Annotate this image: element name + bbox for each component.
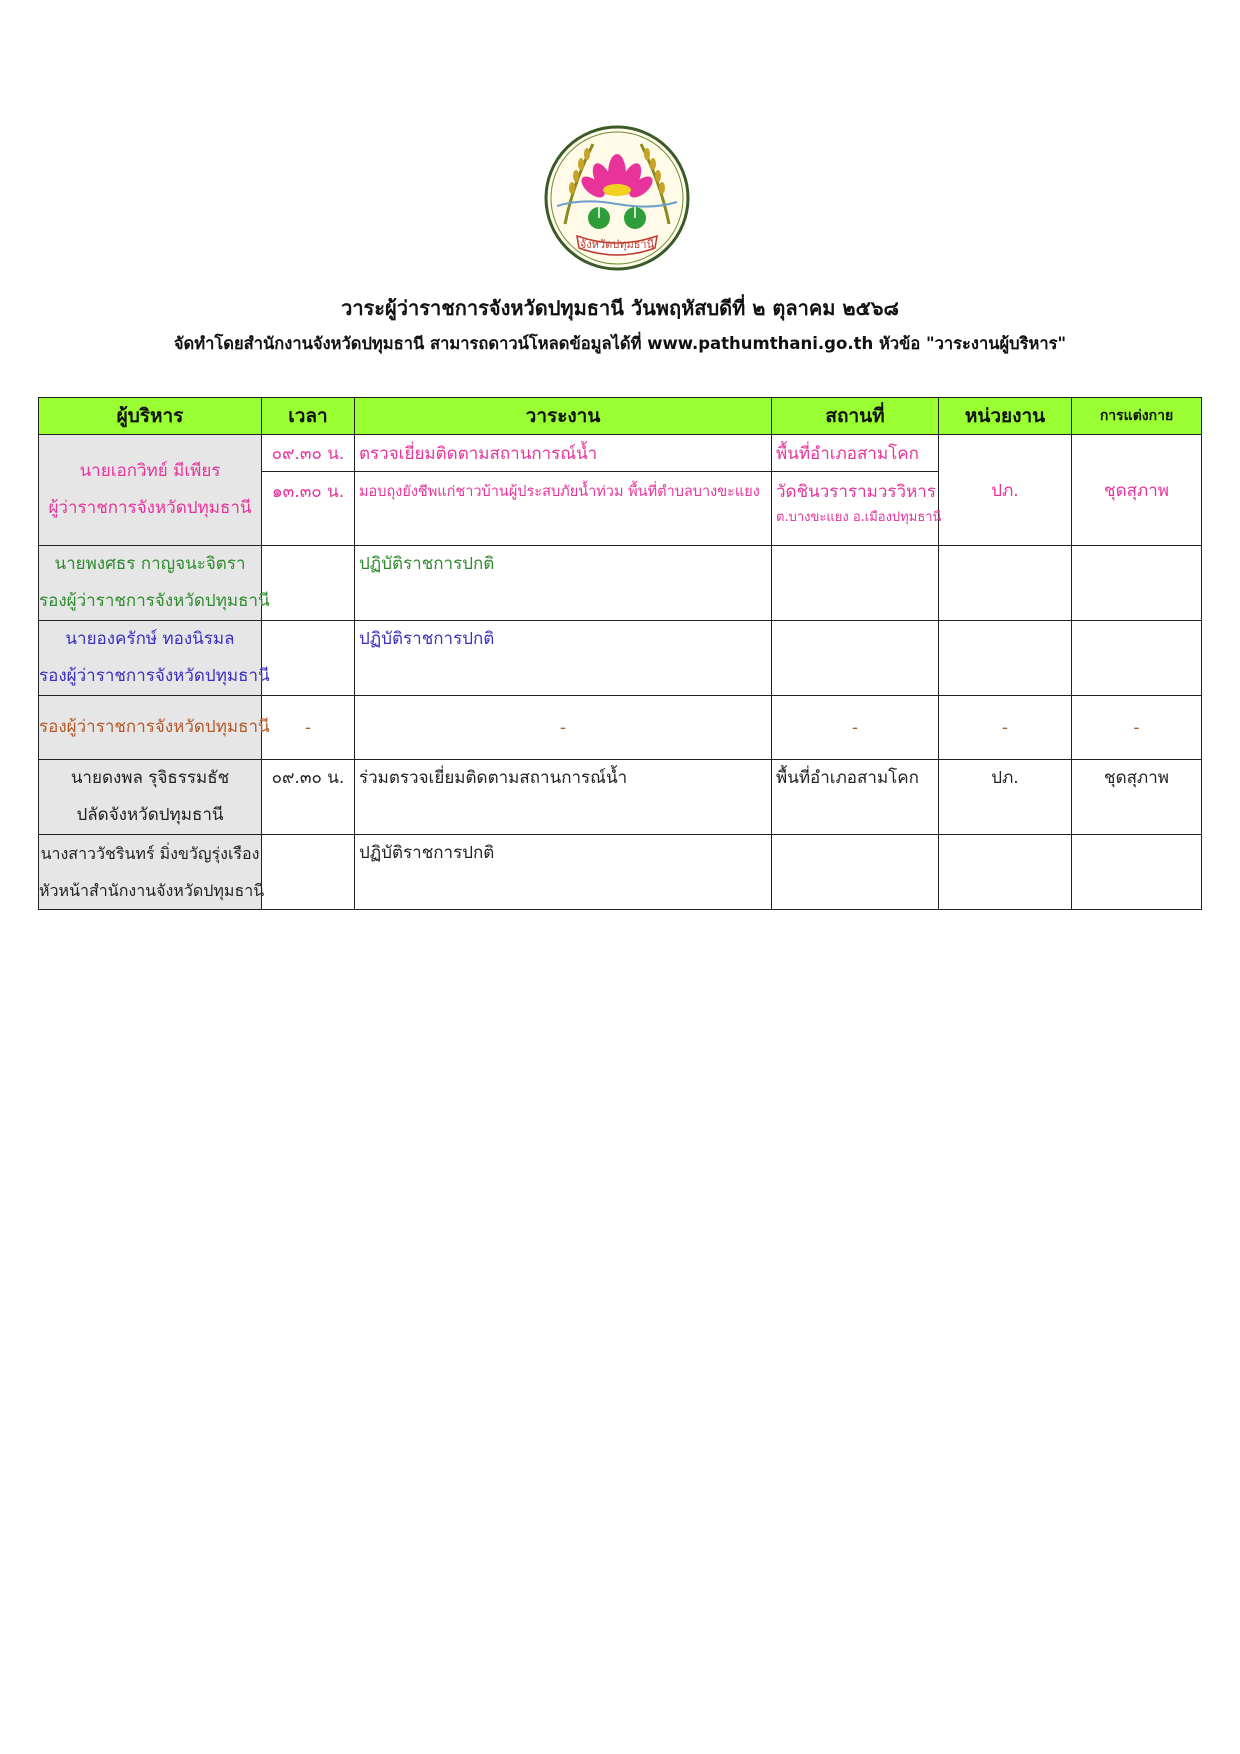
place-cell: พื้นที่อำเภอสามโคก — [772, 435, 939, 472]
executive-cell — [39, 435, 262, 546]
unit-cell — [939, 546, 1072, 621]
agenda-cell: ปฏิบัติราชการปกติ — [355, 835, 772, 910]
place-cell — [772, 546, 939, 621]
dress-cell — [1072, 546, 1202, 621]
table-header-row — [39, 398, 1202, 435]
agenda-cell: - — [355, 696, 772, 760]
executive-position: ปลัดจังหวัดปทุมธานี — [76, 805, 224, 825]
agenda-cell: มอบถุงยังชีพแก่ชาวบ้านผู้ประสบภัยน้ำท่วม พื้นที่ตำบลบางขะแยง — [355, 472, 772, 546]
executive-cell — [39, 760, 262, 835]
col-header-time: เวลา — [262, 398, 355, 435]
dress-cell: ชุดสุภาพ — [1072, 760, 1202, 835]
place-detail: ต.บางขะแยง อ.เมืองปทุมธานี — [776, 510, 942, 525]
seal-text: จังหวัดปทุมธานี — [579, 238, 655, 251]
table-row — [39, 696, 1202, 760]
unit-cell: - — [939, 696, 1072, 760]
agenda-cell: ตรวจเยี่ยมติดตามสถานการณ์น้ำ — [355, 435, 772, 472]
place-cell — [772, 472, 942, 546]
provincial-seal — [543, 124, 691, 272]
place-cell: - — [772, 696, 939, 760]
executive-cell — [39, 835, 265, 910]
col-header-dress: การแต่งกาย — [1072, 398, 1202, 435]
executive-cell — [39, 621, 270, 696]
executive-position: รองผู้ว่าราชการจังหวัดปทุมธานี — [39, 591, 270, 611]
schedule-table — [38, 397, 1202, 910]
col-header-agenda: วาระงาน — [355, 398, 772, 435]
unit-cell — [939, 835, 1072, 910]
executive-position: รองผู้ว่าราชการจังหวัดปทุมธานี — [39, 666, 270, 686]
executive-name: นายเอกวิทย์ มีเพียร — [79, 461, 221, 481]
time-cell: ๑๓.๓๐ น. — [262, 472, 355, 546]
executive-name: นายพงศธร กาญจนะจิตรา — [54, 554, 246, 574]
executive-position: ผู้ว่าราชการจังหวัดปทุมธานี — [48, 498, 252, 518]
time-cell — [262, 835, 355, 910]
place-cell: พื้นที่อำเภอสามโคก — [772, 760, 939, 835]
time-cell: - — [262, 696, 355, 760]
place-cell — [772, 621, 939, 696]
page-title: วาระผู้ว่าราชการจังหวัดปทุมธานี วันพฤหัสบดีที่ ๒ ตุลาคม ๒๕๖๘ — [341, 296, 899, 320]
table-row — [39, 760, 1202, 835]
table-row — [39, 835, 1202, 910]
unit-cell: ปภ. — [939, 435, 1072, 546]
executive-name: นายดงพล รุจิธรรมธัช — [70, 768, 230, 788]
dress-cell: ชุดสุภาพ — [1072, 435, 1202, 546]
place-cell — [772, 835, 939, 910]
time-cell — [262, 621, 355, 696]
agenda-cell: ปฏิบัติราชการปกติ — [355, 546, 772, 621]
executive-cell — [39, 546, 270, 621]
dress-cell: - — [1072, 696, 1202, 760]
executive-cell — [39, 696, 270, 760]
time-cell: ๐๙.๓๐ น. — [262, 435, 355, 472]
executive-name: นายองครักษ์ ทองนิรมล — [65, 629, 235, 649]
table-row — [39, 435, 1202, 472]
agenda-cell: ปฏิบัติราชการปกติ — [355, 621, 772, 696]
unit-cell: ปภ. — [939, 760, 1072, 835]
place-name: วัดชินวรารามวรวิหาร — [776, 482, 936, 502]
unit-cell — [939, 621, 1072, 696]
time-cell: ๐๙.๓๐ น. — [262, 760, 355, 835]
executive-position: หัวหน้าสำนักงานจังหวัดปทุมธานี — [39, 881, 265, 900]
col-header-unit: หน่วยงาน — [939, 398, 1072, 435]
table-row — [39, 621, 1202, 696]
time-cell — [262, 546, 355, 621]
page-subtitle: จัดทำโดยสำนักงานจังหวัดปทุมธานี สามารถดาวน์โหลดข้อมูลได้ที่ www.pathumthani.go.th หัวข้อ "วาระงานผู้บริหาร" — [173, 334, 1067, 353]
executive-position: รองผู้ว่าราชการจังหวัดปทุมธานี — [39, 717, 270, 737]
agenda-cell: ร่วมตรวจเยี่ยมติดตามสถานการณ์น้ำ — [355, 760, 772, 835]
dress-cell — [1072, 835, 1202, 910]
col-header-executive: ผู้บริหาร — [39, 398, 262, 435]
table-row — [39, 546, 1202, 621]
executive-name: นางสาววัชรินทร์ มิ่งขวัญรุ่งเรือง — [40, 844, 260, 863]
col-header-place: สถานที่ — [772, 398, 939, 435]
dress-cell — [1072, 621, 1202, 696]
